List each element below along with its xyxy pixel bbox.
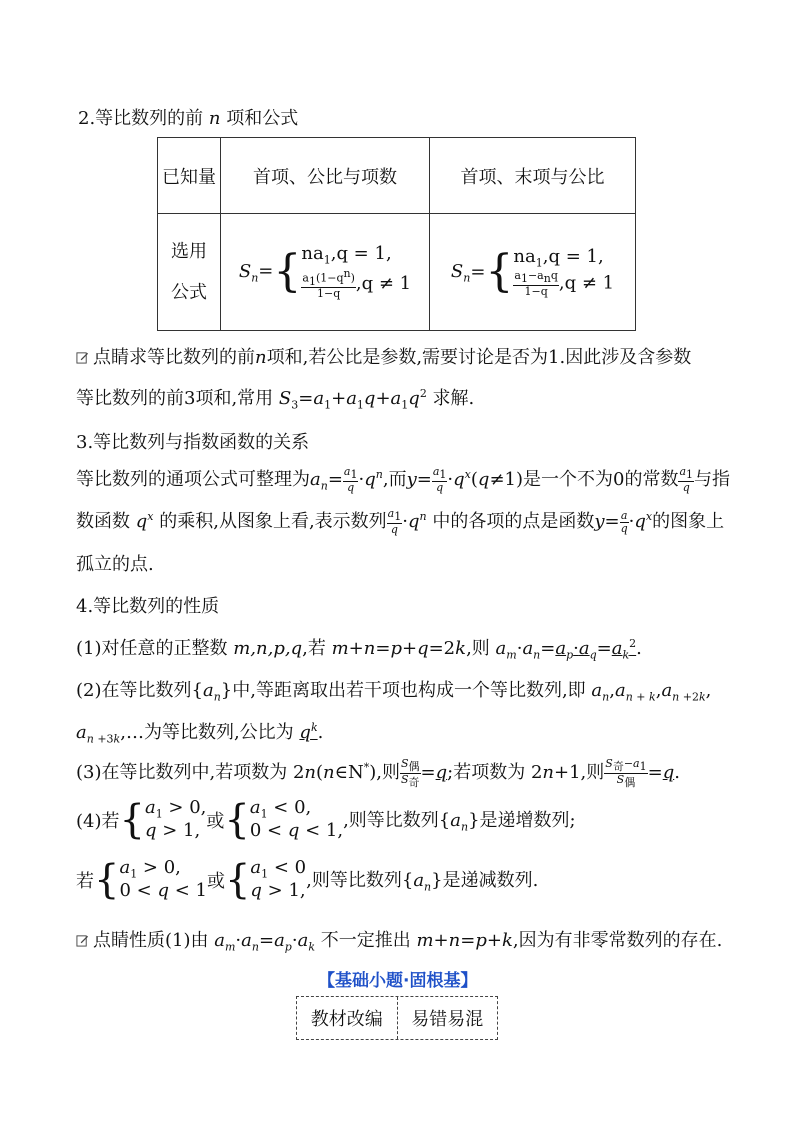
tab-error-prone[interactable]: 易错易混	[397, 997, 498, 1039]
property-4-increasing: (4)若{$a_1 > 0$, q > 1, 或{$a_1 < 0$, 0 < q < 1,,则等比数列$\{a_n\}$是递增数列;	[76, 796, 576, 843]
property-2-line1: (2)在等比数列$\{a_n\}$中,等距离取出若干项也构成一个等比数列,即 $a_n,a_{n + k},a_{n +2k}$,	[76, 680, 712, 704]
table-header-col1: 首项、公比与项数	[221, 138, 430, 214]
note-1-line2: 等比数列的前3项和,常用 $S_3=a_1+a_1q+a_1q^2$ 求解.	[76, 387, 475, 412]
section-3-title: 3.等比数列与指数函数的关系	[76, 432, 310, 453]
note-1-line1: 点睛求等比数列的前n项和,若公比是参数,需要讨论是否为1.因此涉及含参数	[76, 343, 691, 369]
property-2-line2: $a_{n +3k},\dots$为等比数列,公比为 $q^k$.	[76, 721, 324, 746]
section-4-title: 4.等比数列的性质	[76, 596, 220, 617]
section-2-title: 2.等比数列的前 n 项和公式	[78, 108, 299, 129]
formula-cell-1: $S_n=\{na_1,q = 1$, $\frac{a_1(1-q^n)}{1-q}$ ,q ≠ 1	[221, 214, 430, 331]
category-tabs	[296, 996, 498, 1040]
property-4-decreasing: 若{$a_1 > 0$, 0 < q < 1或{$a_1 < 0$ q > 1,,则等比数列$\{a_n\}$是递减数列.	[76, 856, 539, 903]
table-header-col2: 首项、末项与公比	[430, 138, 636, 214]
formula-cell-2: $S_n=\{na_1,q = 1$, $\frac{a_1-a_nq}{1-q}$ ,q ≠ 1	[430, 214, 636, 331]
property-1: (1)对任意的正整数 m,n,p,q,若 m+n=p+q=2k,则 $a_m\cdot a_n=a_p\cdot a_q=a_k^2$.	[76, 637, 642, 662]
property-3: (3)在等比数列中,若项数为 2n(n∈N*),则 $\frac{S_偶}{S_奇}$ =q;若项数为 2n+1,则 $\frac{S_奇-a_1}{S_偶}$ =q.	[76, 757, 680, 789]
table-row-label: 选用 公式	[158, 214, 221, 331]
section-3-line2: 数函数 $q^x$ 的乘积,从图象上看,表示数列 $\frac{a_1}{q}$ $\cdot q^n$ 中的各项的点是函数y= $\frac{a}{q}$ $\cdot q^x$的图象上	[76, 507, 725, 537]
pen-icon	[76, 351, 89, 364]
note-2: 点睛性质(1)由 $a_m\cdot a_n=a_p\cdot a_k$ 不一定推出 m+n=p+k,因为有非零常数列的存在.	[76, 926, 722, 954]
pen-icon	[76, 934, 89, 947]
basic-section-title: 【基础小题·固根基】	[318, 971, 478, 991]
section-3-line3: 孤立的点.	[76, 554, 154, 575]
table-header-known: 已知量	[158, 138, 221, 214]
section-3-line1: 等比数列的通项公式可整理为$a_n=$ $\frac{a_1}{q}$ $\cdot q^n$,而y= $\frac{a_1}{q}$ $\cdot q^x(q\ne 1)$是一个不为0的常数 $\frac{a_1}{q}$ 与指	[76, 465, 731, 495]
sum-formula-table	[157, 137, 636, 331]
tab-textbook-adapted[interactable]: 教材改编	[310, 1009, 383, 1030]
